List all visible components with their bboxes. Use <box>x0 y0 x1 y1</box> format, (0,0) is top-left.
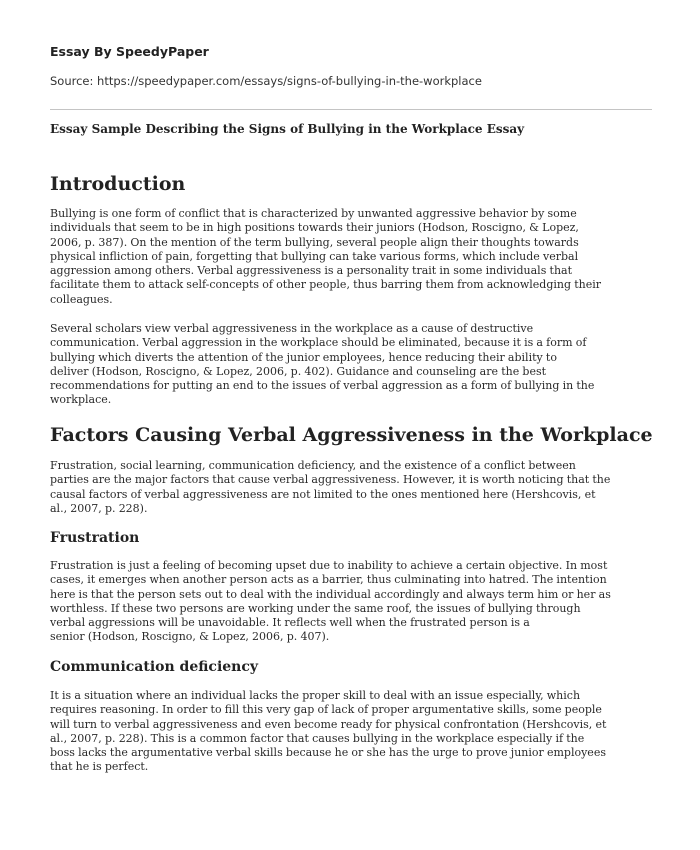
paragraph-line: worthless. If these two persons are working under the same roof, the issues of bullying through <box>50 601 581 615</box>
paragraph-factors-1 <box>50 459 654 516</box>
header-divider <box>50 109 652 110</box>
paragraph-line: al., 2007, p. 228). This is a common factor that causes bullying in the workplace especially if the <box>50 731 585 745</box>
brand-label: Essay By SpeedyPaper <box>50 44 209 59</box>
paragraph-intro-1 <box>50 207 654 307</box>
paragraph-line: deliver (Hodson, Roscigno, & Lopez, 2006, p. 402). Guidance and counseling are the best <box>50 364 547 378</box>
paragraph-line: aggression among others. Verbal aggressiveness is a personality trait in some individuals that <box>50 264 573 278</box>
paragraph-line: verbal aggressions will be unavoidable. It reflects well when the frustrated person is a <box>50 616 530 630</box>
paragraph-line: senior (Hodson, Roscigno, & Lopez, 2006, p. 407). <box>50 630 330 644</box>
heading-factors: Factors Causing Verbal Aggressiveness in the Workplace <box>50 424 653 446</box>
paragraph-line: that he is perfect. <box>50 760 149 774</box>
paragraph-communication-1 <box>50 689 654 775</box>
paragraph-line: 2006, p. 387). On the mention of the term bullying, several people align their thoughts towards <box>50 235 579 249</box>
paragraph-intro-2 <box>50 322 654 408</box>
source-url: Source: https://speedypaper.com/essays/signs-of-bullying-in-the-workplace <box>50 74 482 88</box>
paragraph-line: parties are the major factors that cause verbal aggressiveness. However, it is worth noticing that the <box>50 473 611 487</box>
paragraph-line: physical infliction of pain, forgetting that bullying can take various forms, which include verbal <box>50 249 579 263</box>
paragraph-line: workplace. <box>50 393 112 407</box>
paragraph-line: Frustration, social learning, communication deficiency, and the existence of a conflict between <box>50 459 576 472</box>
paragraph-line: Several scholars view verbal aggressiveness in the workplace as a cause of destructive <box>50 322 534 335</box>
paragraph-line: communication. Verbal aggression in the workplace should be eliminated, because it is a form of <box>50 336 587 350</box>
paragraph-line: al., 2007, p. 228). <box>50 501 148 515</box>
paragraph-line: here is that the person sets out to deal with the individual accordingly and always term him or her as <box>50 587 611 601</box>
paragraph-line: requires reasoning. In order to fill this very gap of lack of proper argumentative skills, some people <box>50 703 602 717</box>
paragraph-line: bullying which diverts the attention of the junior employees, hence reducing their ability to <box>50 350 557 364</box>
paragraph-line: individuals that seem to be in high positions towards their juniors (Hodson, Roscigno, & Lopez, <box>50 221 579 235</box>
paragraph-line: cases, it emerges when another person acts as a barrier, thus culminating into hatred. The intention <box>50 573 607 587</box>
paragraph-line: colleagues. <box>50 292 113 306</box>
essay-title: Essay Sample Describing the Signs of Bullying in the Workplace Essay <box>50 122 525 136</box>
paragraph-frustration-1 <box>50 559 654 645</box>
document-page <box>50 0 655 850</box>
paragraph-line: Frustration is just a feeling of becoming upset due to inability to achieve a certain objective. In most <box>50 559 608 572</box>
paragraph-line: It is a situation where an individual lacks the proper skill to deal with an issue especially, which <box>50 689 581 702</box>
heading-communication-deficiency: Communication deficiency <box>50 659 259 675</box>
paragraph-line: facilitate them to attack self-concepts of other people, thus barring them from acknowledging their <box>50 278 601 292</box>
paragraph-line: boss lacks the argumentative verbal skills because he or she has the urge to prove junior employees <box>50 746 606 760</box>
paragraph-line: Bullying is one form of conflict that is characterized by unwanted aggressive behavior by some <box>50 207 577 220</box>
paragraph-line: causal factors of verbal aggressiveness are not limited to the ones mentioned here (Hershcovis, et <box>50 487 596 501</box>
heading-frustration: Frustration <box>50 530 140 546</box>
paragraph-line: will turn to verbal aggressiveness and even become ready for physical confrontation (Hershcovis, et <box>50 717 607 731</box>
heading-introduction: Introduction <box>50 173 186 195</box>
paragraph-line: recommendations for putting an end to the issues of verbal aggression as a form of bullying in the <box>50 379 595 393</box>
